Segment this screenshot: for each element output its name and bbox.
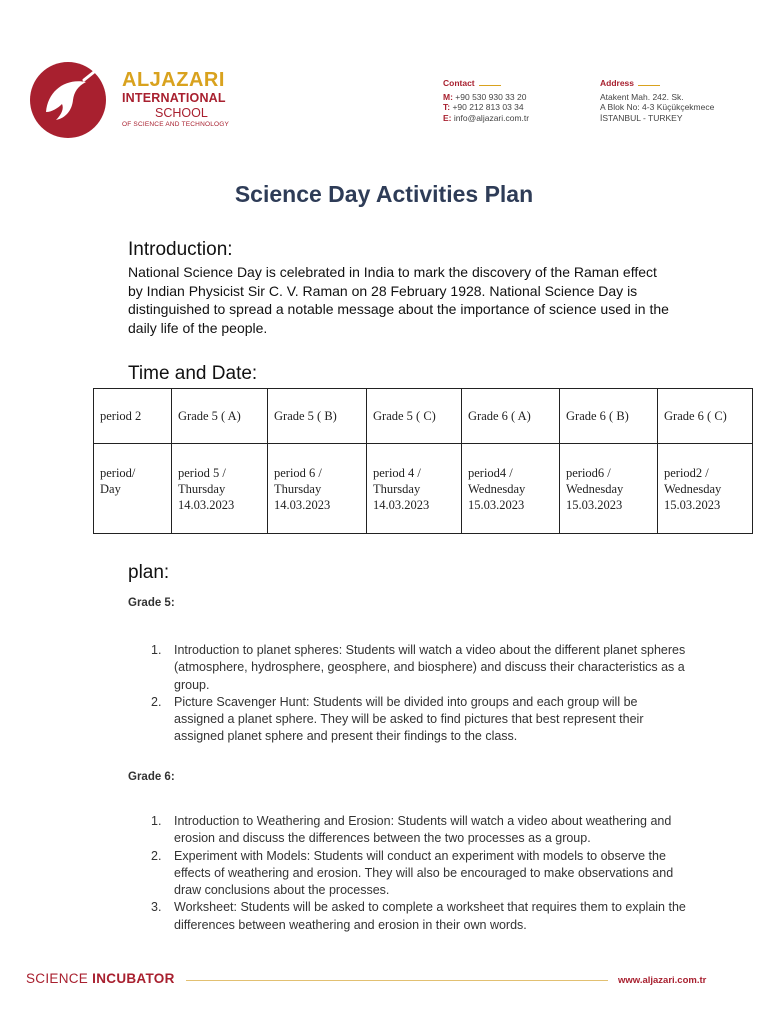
contact-block <box>443 78 529 123</box>
schedule-cell: period2 / Wednesday 15.03.2023 <box>658 444 753 534</box>
schedule-cell: Grade 6 ( B) <box>560 389 658 444</box>
grade6-activity-list <box>128 813 688 934</box>
schedule-cell: Grade 5 ( C) <box>367 389 462 444</box>
logo-tagline: OF SCIENCE AND TECHNOLOGY <box>122 121 230 128</box>
schedule-period-row <box>94 444 753 534</box>
document-title: Science Day Activities Plan <box>234 181 534 207</box>
grade5-activity-list <box>128 642 688 746</box>
schedule-table <box>93 388 753 534</box>
footer-divider <box>186 980 608 981</box>
plan-heading: plan: <box>128 562 170 583</box>
time-date-heading: Time and Date: <box>128 363 258 384</box>
schedule-header-row <box>94 389 753 444</box>
schedule-cell: Grade 5 ( A) <box>172 389 268 444</box>
address-line-1: Atakent Mah. 242. Sk. <box>600 91 684 102</box>
schedule-cell: Grade 6 ( A) <box>462 389 560 444</box>
list-item: 3. Worksheet: Students will be asked to complete a worksheet that requires them to explain the differences between weathering and erosion in their own words. <box>151 900 686 932</box>
address-line-3: İSTANBUL - TURKEY <box>600 112 683 123</box>
logo-name-line1: ALJAZARI <box>122 69 225 91</box>
footer-brand: SCIENCE INCUBATOR <box>26 971 175 986</box>
schedule-cell: period 2 <box>94 389 172 444</box>
footer-website-link[interactable]: www.aljazari.com.tr <box>618 975 707 986</box>
schedule-cell: period4 / Wednesday 15.03.2023 <box>462 444 560 534</box>
address-title: Address <box>600 78 714 89</box>
schedule-cell: period 4 / Thursday 14.03.2023 <box>367 444 462 534</box>
grade5-label: Grade 5: <box>128 597 175 609</box>
schedule-cell: period6 / Wednesday 15.03.2023 <box>560 444 658 534</box>
school-logo-icon <box>28 60 108 140</box>
address-line-2: A Blok No: 4-3 Küçükçekmece <box>600 102 715 112</box>
schedule-cell: Grade 5 ( B) <box>268 389 367 444</box>
contact-phone: T: +90 212 813 03 34 <box>443 102 524 112</box>
list-item: 1. Introduction to planet spheres: Students will watch a video about the different planet spheres (atmosphere, hydrosphere, geosphere, and biosphere) and discuss their characteristics as a group. <box>151 643 686 692</box>
address-block <box>600 78 714 123</box>
schedule-cell: period 6 / Thursday 14.03.2023 <box>268 444 367 534</box>
schedule-cell: period 5 / Thursday 14.03.2023 <box>172 444 268 534</box>
contact-mobile: M: +90 530 930 33 20 <box>443 91 527 102</box>
contact-email: E: info@aljazari.com.tr <box>443 112 530 123</box>
schedule-cell: Grade 6 ( C) <box>658 389 753 444</box>
list-item: 2. Experiment with Models: Students will conduct an experiment with models to observe the effects of weathering and erosion. They will also be encouraged to make observations and draw conclusions about the processes. <box>151 848 674 898</box>
contact-title: Contact <box>443 78 529 89</box>
schedule-cell: period/ Day <box>94 444 172 534</box>
introduction-text: National Science Day is celebrated in India to mark the discovery of the Raman effect by Indian Physicist Sir C. V. Raman on 28 February 1928. National Science Day is distinguished to spread a notable message about the importance of science used in the daily life of the people. <box>128 264 669 336</box>
list-item: 2. Picture Scavenger Hunt: Students will be divided into groups and each group will be assigned a planet sphere. They will be asked to find pictures that best represent their assigned planet sphere and present their findings to the class. <box>151 694 644 744</box>
logo-name-line2: INTERNATIONAL <box>122 91 226 105</box>
logo-name-line3: SCHOOL <box>155 105 208 120</box>
list-item: 1. Introduction to Weathering and Erosion: Students will watch a video about weathering and erosion and discuss the differences between the two processes as a group. <box>151 814 672 846</box>
introduction-heading: Introduction: <box>128 239 233 260</box>
school-logo-text <box>122 70 229 129</box>
grade6-label: Grade 6: <box>128 771 175 783</box>
